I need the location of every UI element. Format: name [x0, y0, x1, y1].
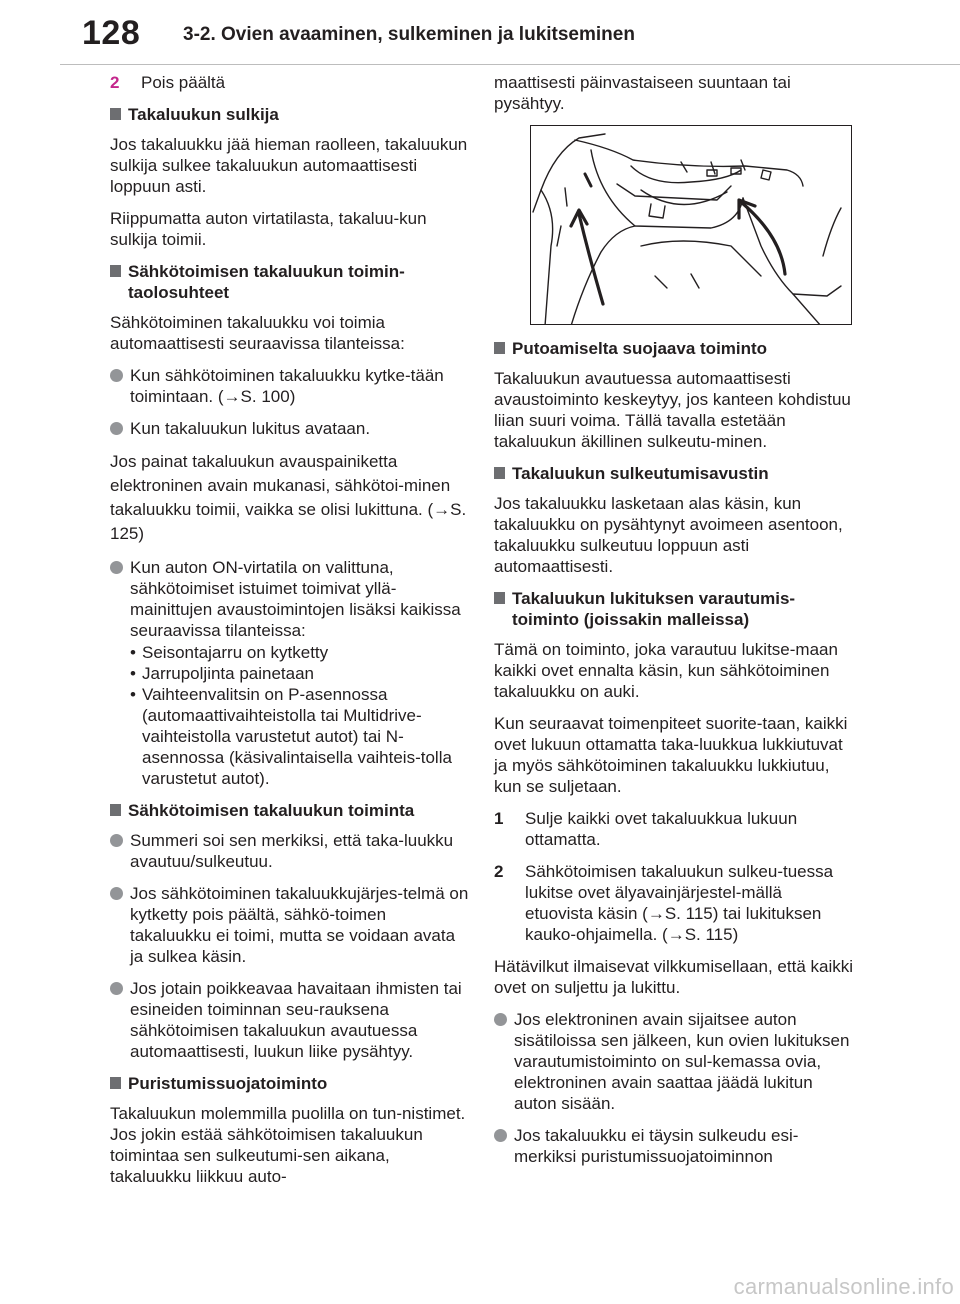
step-2: 2 Sähkötoimisen takaluukun sulkeu-tuessa lukitse ovet älyavainjärjestel-mällä etuovista käsin (→S. 115) tai lukituksen kauko-ohjaimella. (→S. 115) [494, 862, 834, 944]
step-number: 1 [494, 809, 504, 828]
paragraph: Jos takaluukku lasketaan alas käsin, kun takaluukku on pysähtynyt avoimeen asentoon, takaluukku sulkeutuu loppuun asti automaattisesti. [494, 494, 843, 576]
bullet: Jos jotain poikkeavaa havaitaan ihmisten tai esineiden toiminnan seu-rauksena sähkötoimisen takaluukun avautuessa automaattisesti, luukun liike pysähtyy. [110, 978, 470, 1062]
page-header [0, 0, 960, 70]
heading-lock-reservation: Takaluukun lukituksen varautumis-toiminto (joissakin malleissa) [494, 588, 854, 630]
paragraph: Takaluukun avautuessa automaattisesti avaustoiminto keskeytyy, jos kanteen kohdistuu liian suuri voima. Tällä tavalla estetään takaluukun äkillinen sulkeutu-minen. [494, 369, 851, 451]
tailgate-drawing [531, 126, 852, 325]
step-1 [494, 808, 854, 850]
step-number: 2 [494, 862, 504, 881]
paragraph: Tämä on toiminto, joka varautuu lukitse-maan kaikki ovet ennalta käsin, kun sähkötoiminen takaluukku on auki. [494, 640, 838, 701]
header-divider [60, 64, 960, 65]
paragraph: Hätävilkut ilmaisevat vilkkumisellaan, että kaikki ovet on suljettu ja lukittu. [494, 957, 854, 997]
step-number: 2 [110, 73, 120, 92]
list-item: • Jarrupoljinta painetaan [130, 663, 470, 684]
step-text: Pois päältä [141, 73, 226, 92]
list-item: • Vaihteenvalitsin on P-asennossa (automaattivaihteistolla tai Multidrive-vaihteistolla varustetut autot) tai N-asennossa (käsivalintaisella vaihteis-tolla varustetut autot). [130, 684, 470, 789]
bullet: Jos sähkötoiminen takaluukkujärjes-telmä on kytketty pois päältä, sähkö-toimen takaluukku ei toimi, mutta se voidaan avata ja sulkea käsin. [110, 883, 470, 967]
heading-conditions: Sähkötoimisen takaluukun toimin-taolosuhteet [110, 261, 470, 303]
arrow-icon: → [647, 904, 665, 923]
bullet: Kun auton ON-virtatila on valittuna, sähkötoimiset istuimet toimivat yllä-mainittujen avaustoimintojen lisäksi kaikissa seuraavissa tilanteissa: • Seisontajarru on kytketty • Jarrupoljinta painetaan • Vaihteenvalitsin on P-asennossa (automaattivaihteistolla tai Multidrive-vaihteistolla varustetut autot) tai N-asennossa (käsivalintaisella vaihteis-tolla varustetut autot). [110, 557, 470, 789]
paragraph: Jos painat takaluukun avauspainiketta elektroninen avain mukanasi, sähkötoi-minen takaluukku toimii, vaikka se olisi lukittuna. (→S. 125) [110, 452, 467, 543]
bullet: Jos takaluukku ei täysin sulkeudu esi-merkiksi puristumissuojatoiminnon [494, 1125, 854, 1167]
paragraph: maattisesti päinvastaiseen suuntaan tai pysähtyy. [494, 73, 791, 113]
bullet: Kun sähkötoiminen takaluukku kytke-tään toimintaan. (→S. 100) [110, 365, 470, 407]
tailgate-illustration [530, 125, 852, 325]
bullet: Kun takaluukun lukitus avataan. [110, 418, 470, 439]
heading-closer: Takaluukun sulkija [110, 104, 470, 125]
left-column [110, 72, 470, 1198]
page-reference: S. 125) [110, 500, 467, 543]
paragraph: Jos takaluukku jää hieman raolleen, takaluukun sulkija sulkee takaluukun automaattisesti loppuun asti. [110, 135, 468, 196]
paragraph: Sähkötoiminen takaluukku voi toimia automaattisesti seuraavissa tilanteissa: [110, 313, 405, 353]
step-off [110, 72, 470, 93]
heading-operation: Sähkötoimisen takaluukun toiminta [110, 800, 470, 821]
page-reference: S. 115) tai lukituksen kauko-ohjaimella. ( [525, 904, 822, 944]
paragraph: Riippumatta auton virtatilasta, takaluu-kun sulkija toimii. [110, 209, 427, 249]
heading-fall-protection: Putoamiselta suojaava toiminto [494, 338, 854, 359]
step-text: Sulje kaikki ovet takaluukkua lukuun ottamatta. [525, 809, 798, 849]
arrow-icon: → [433, 500, 451, 519]
bullet: Jos elektroninen avain sijaitsee auton sisätiloissa sen jälkeen, kun ovien lukituksen varautumistoiminto on sul-kemassa ovia, elektroninen avain saattaa jäädä lukitun auton sisään. [494, 1009, 854, 1114]
bullet: Summeri soi sen merkiksi, että taka-luukku avautuu/sulkeutuu. [110, 830, 470, 872]
right-column [494, 72, 854, 1178]
heading-pinch: Puristumissuojatoiminto [110, 1073, 470, 1094]
heading-closing-assist: Takaluukun sulkeutumisavustin [494, 463, 854, 484]
paragraph: Takaluukun molemmilla puolilla on tun-nistimet. Jos jokin estää sähkötoimisen takaluukun toimintaa sen sulkeutumi-sen aikana, takaluukku liikkuu auto- [110, 1104, 466, 1186]
paragraph: Kun seuraavat toimenpiteet suorite-taan, kaikki ovet lukuun ottamatta taka-luukkua lukkiutuvat ja myös sähkötoiminen takaluukku lukkiutuu, kun se suljetaan. [494, 714, 848, 796]
arrow-icon: → [223, 387, 241, 406]
page-number: 128 [82, 14, 141, 52]
watermark: carmanualsonline.info [733, 1274, 954, 1299]
sub-list [130, 642, 470, 789]
section-title: 3-2. Ovien avaaminen, sulkeminen ja lukitseminen [183, 24, 635, 45]
page-reference: S. 115) [684, 925, 739, 944]
list-item: • Seisontajarru on kytketty [130, 642, 470, 663]
page-reference: S. 100) [240, 387, 296, 406]
arrow-icon: → [667, 925, 685, 944]
